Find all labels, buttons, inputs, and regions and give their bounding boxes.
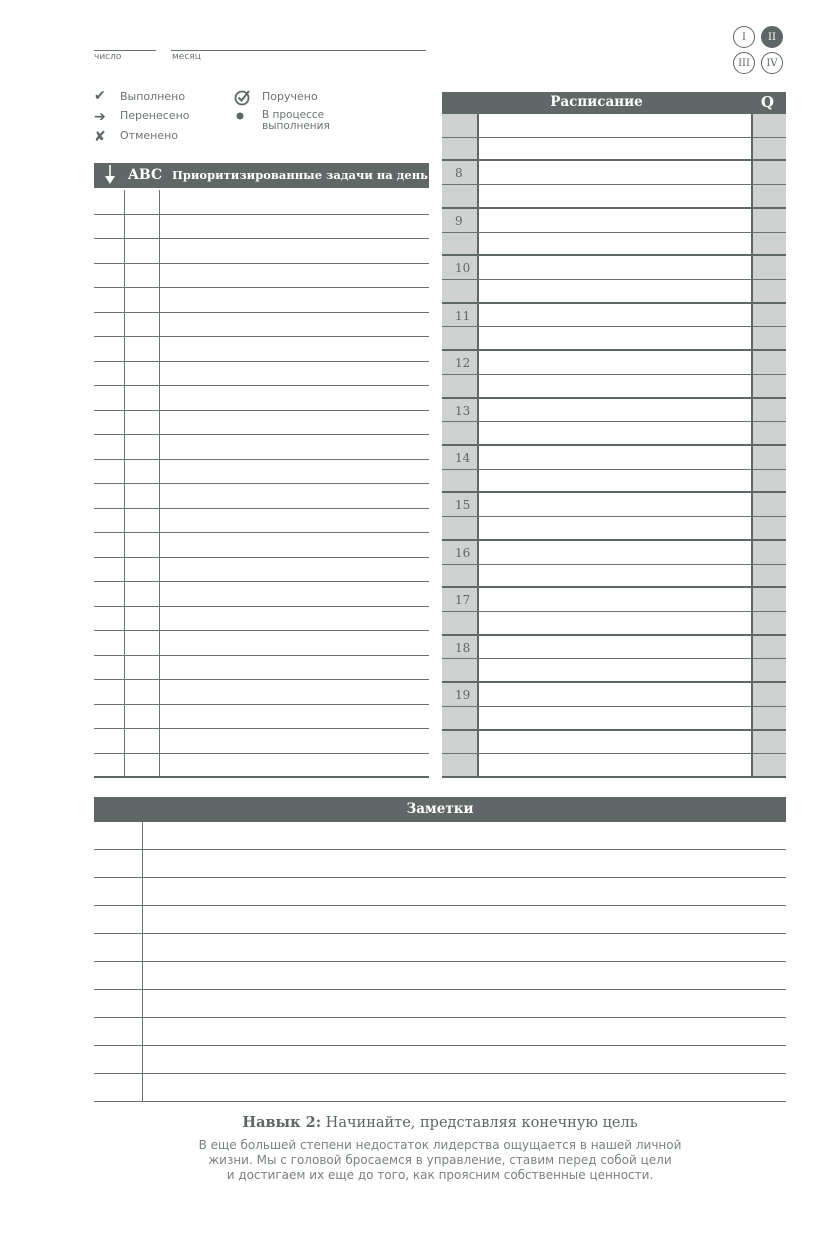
schedule-row[interactable] xyxy=(442,754,786,778)
note-row[interactable] xyxy=(94,906,786,934)
schedule-row[interactable] xyxy=(442,161,786,185)
task-row[interactable] xyxy=(94,509,429,534)
schedule-row[interactable] xyxy=(442,683,786,707)
schedule-slot[interactable] xyxy=(479,399,751,422)
task-row[interactable] xyxy=(94,656,429,681)
note-margin-cell[interactable] xyxy=(94,822,143,849)
schedule-slot[interactable] xyxy=(479,304,751,327)
schedule-quadrant-cell[interactable] xyxy=(751,233,786,255)
task-row[interactable] xyxy=(94,288,429,313)
schedule-hour-cell: 12 xyxy=(442,351,479,374)
task-status-cell[interactable] xyxy=(94,411,125,435)
note-text-cell[interactable] xyxy=(143,850,786,877)
schedule-slot[interactable] xyxy=(479,565,751,587)
task-text-cell[interactable] xyxy=(160,313,429,337)
task-row[interactable] xyxy=(94,558,429,583)
task-priority-cell[interactable] xyxy=(125,215,160,239)
schedule-slot[interactable] xyxy=(479,422,751,444)
habit-quote-title: Навык 2: Начинайте, представляя конечную цель xyxy=(242,1114,638,1131)
task-row[interactable] xyxy=(94,435,429,460)
schedule-hour-cell: 16 xyxy=(442,541,479,564)
task-status-cell[interactable] xyxy=(94,533,125,557)
schedule-row[interactable] xyxy=(442,636,786,660)
note-row[interactable] xyxy=(94,878,786,906)
schedule-quadrant-cell[interactable] xyxy=(751,161,786,184)
schedule-quadrant-cell[interactable] xyxy=(751,422,786,444)
schedule-quadrant-cell[interactable] xyxy=(751,659,786,681)
note-row[interactable] xyxy=(94,934,786,962)
task-row[interactable] xyxy=(94,729,429,754)
notes-header xyxy=(94,797,786,822)
task-status-cell[interactable] xyxy=(94,558,125,582)
task-row[interactable] xyxy=(94,533,429,558)
task-row[interactable] xyxy=(94,386,429,411)
task-row[interactable] xyxy=(94,337,429,362)
note-text-cell[interactable] xyxy=(143,1074,786,1101)
note-margin-cell[interactable] xyxy=(94,934,143,961)
schedule-title: Расписание xyxy=(550,94,643,110)
task-row[interactable] xyxy=(94,313,429,338)
notes-title: Заметки xyxy=(406,801,474,817)
schedule-quadrant-cell[interactable] xyxy=(751,541,786,564)
task-priority-cell[interactable] xyxy=(125,680,160,704)
note-text-cell[interactable] xyxy=(143,1046,786,1073)
task-row[interactable] xyxy=(94,680,429,705)
quadrant-i-icon[interactable]: I xyxy=(733,26,755,48)
task-status-cell[interactable] xyxy=(94,239,125,263)
quadrant-iii-icon[interactable]: III xyxy=(733,52,755,74)
schedule-hour-cell xyxy=(442,327,479,349)
schedule-quadrant-cell[interactable] xyxy=(751,399,786,422)
task-text-cell[interactable] xyxy=(160,558,429,582)
task-row[interactable] xyxy=(94,582,429,607)
schedule-slot[interactable] xyxy=(479,683,751,706)
abc-label: ABC xyxy=(128,167,163,183)
note-margin-cell[interactable] xyxy=(94,1018,143,1045)
habit-quote-body: В еще большей степени недостаток лидерства ощущается в нашей личной жизни. Мы с головой бросаемся в управление, ставим перед собой цели и достигаем их еще до того, как проясним собственные ценности. xyxy=(198,1138,682,1182)
schedule-hour-cell: 19 xyxy=(442,683,479,706)
schedule-quadrant-cell[interactable] xyxy=(751,493,786,516)
quadrant-ii-icon[interactable]: II xyxy=(761,26,783,48)
schedule-row[interactable] xyxy=(442,138,786,162)
task-status-cell[interactable] xyxy=(94,386,125,410)
schedule-slot[interactable] xyxy=(479,280,751,302)
schedule-slot[interactable] xyxy=(479,209,751,232)
task-row[interactable] xyxy=(94,239,429,264)
schedule-slot[interactable] xyxy=(479,659,751,681)
task-priority-cell[interactable] xyxy=(125,337,160,361)
schedule-row[interactable] xyxy=(442,588,786,612)
schedule-slot[interactable] xyxy=(479,517,751,539)
task-text-cell[interactable] xyxy=(160,533,429,557)
task-priority-cell[interactable] xyxy=(125,582,160,606)
task-status-cell[interactable] xyxy=(94,313,125,337)
schedule-row[interactable] xyxy=(442,707,786,731)
schedule-hour-cell xyxy=(442,612,479,634)
task-status-cell[interactable] xyxy=(94,631,125,655)
task-priority-cell[interactable] xyxy=(125,411,160,435)
schedule-row[interactable] xyxy=(442,256,786,280)
task-status-cell[interactable] xyxy=(94,288,125,312)
task-text-cell[interactable] xyxy=(160,656,429,680)
task-priority-cell[interactable] xyxy=(125,313,160,337)
schedule-quadrant-cell[interactable] xyxy=(751,636,786,659)
note-margin-cell[interactable] xyxy=(94,1046,143,1073)
task-text-cell[interactable] xyxy=(160,631,429,655)
note-text-cell[interactable] xyxy=(143,990,786,1017)
schedule-quadrant-cell[interactable] xyxy=(751,446,786,469)
checkmark-icon: ✔ xyxy=(94,88,106,104)
note-row[interactable] xyxy=(94,850,786,878)
schedule-hour-cell: 10 xyxy=(442,256,479,279)
task-priority-cell[interactable] xyxy=(125,239,160,263)
schedule-slot[interactable] xyxy=(479,327,751,349)
task-text-cell[interactable] xyxy=(160,729,429,753)
task-row[interactable] xyxy=(94,705,429,730)
schedule-hour-cell xyxy=(442,138,479,160)
arrow-right-icon: ➔ xyxy=(94,109,106,125)
note-margin-cell[interactable] xyxy=(94,906,143,933)
schedule-row[interactable] xyxy=(442,327,786,351)
task-priority-cell[interactable] xyxy=(125,288,160,312)
schedule-quadrant-cell[interactable] xyxy=(751,327,786,349)
schedule-slot[interactable] xyxy=(479,256,751,279)
schedule-row[interactable] xyxy=(442,422,786,446)
schedule-row[interactable] xyxy=(442,659,786,683)
task-status-cell[interactable] xyxy=(94,337,125,361)
schedule-quadrant-cell[interactable] xyxy=(751,517,786,539)
note-text-cell[interactable] xyxy=(143,878,786,905)
schedule-quadrant-cell[interactable] xyxy=(751,754,786,776)
schedule-hour-cell: 14 xyxy=(442,446,479,469)
schedule-row[interactable] xyxy=(442,280,786,304)
note-row[interactable] xyxy=(94,822,786,850)
schedule-slot[interactable] xyxy=(479,185,751,207)
schedule-slot[interactable] xyxy=(479,375,751,397)
q-label: Q xyxy=(760,93,774,111)
schedule-header xyxy=(442,92,786,114)
task-priority-cell[interactable] xyxy=(125,460,160,484)
legend-delegated: Поручено xyxy=(234,88,318,109)
schedule-quadrant-cell[interactable] xyxy=(751,565,786,587)
schedule-row[interactable] xyxy=(442,351,786,375)
schedule-quadrant-cell[interactable] xyxy=(751,304,786,327)
task-text-cell[interactable] xyxy=(160,411,429,435)
schedule-slot[interactable] xyxy=(479,588,751,611)
schedule-row[interactable] xyxy=(442,233,786,257)
task-row[interactable] xyxy=(94,215,429,240)
note-text-cell[interactable] xyxy=(143,906,786,933)
schedule-hour-cell xyxy=(442,754,479,776)
schedule-row[interactable] xyxy=(442,493,786,517)
month-label: месяц xyxy=(172,52,201,62)
note-margin-cell[interactable] xyxy=(94,990,143,1017)
note-row[interactable] xyxy=(94,990,786,1018)
note-text-cell[interactable] xyxy=(143,822,786,849)
schedule-hour-cell xyxy=(442,659,479,681)
task-text-cell[interactable] xyxy=(160,680,429,704)
schedule-row[interactable] xyxy=(442,185,786,209)
task-text-cell[interactable] xyxy=(160,582,429,606)
task-priority-cell[interactable] xyxy=(125,484,160,508)
schedule-slot[interactable] xyxy=(479,161,751,184)
quadrant-iv-icon[interactable]: IV xyxy=(761,52,783,74)
schedule-hour-cell xyxy=(442,375,479,397)
task-status-cell[interactable] xyxy=(94,656,125,680)
task-text-cell[interactable] xyxy=(160,264,429,288)
schedule-quadrant-cell[interactable] xyxy=(751,470,786,492)
schedule-hour-cell: 13 xyxy=(442,399,479,422)
note-margin-cell[interactable] xyxy=(94,1074,143,1101)
task-row[interactable] xyxy=(94,460,429,485)
task-text-cell[interactable] xyxy=(160,337,429,361)
schedule-quadrant-cell[interactable] xyxy=(751,209,786,232)
task-status-cell[interactable] xyxy=(94,754,125,778)
legend-done: ✔ Выполнено xyxy=(94,88,186,104)
note-text-cell[interactable] xyxy=(143,962,786,989)
schedule-slot[interactable] xyxy=(479,707,751,729)
note-row[interactable] xyxy=(94,1046,786,1074)
task-priority-cell[interactable] xyxy=(125,705,160,729)
schedule-slot[interactable] xyxy=(479,233,751,255)
task-row[interactable] xyxy=(94,411,429,436)
schedule-quadrant-cell[interactable] xyxy=(751,731,786,754)
task-text-cell[interactable] xyxy=(160,509,429,533)
task-priority-cell[interactable] xyxy=(125,607,160,631)
schedule-quadrant-cell[interactable] xyxy=(751,138,786,160)
task-priority-cell[interactable] xyxy=(125,631,160,655)
note-margin-cell[interactable] xyxy=(94,850,143,877)
legend-in-progress: В процессе выполнения xyxy=(234,110,352,132)
schedule-hour-cell xyxy=(442,470,479,492)
schedule-hour-cell xyxy=(442,233,479,255)
task-row[interactable] xyxy=(94,190,429,215)
schedule-quadrant-cell[interactable] xyxy=(751,256,786,279)
cross-icon: ✘ xyxy=(94,129,106,145)
task-row[interactable] xyxy=(94,754,429,779)
dot-icon xyxy=(234,110,256,125)
task-status-cell[interactable] xyxy=(94,582,125,606)
schedule-row[interactable] xyxy=(442,375,786,399)
schedule-hour-cell xyxy=(442,731,479,754)
task-priority-cell[interactable] xyxy=(125,386,160,410)
task-status-cell[interactable] xyxy=(94,215,125,239)
task-priority-cell[interactable] xyxy=(125,558,160,582)
schedule-quadrant-cell[interactable] xyxy=(751,351,786,374)
legend-postponed: ➔ Перенесено xyxy=(94,109,190,125)
task-priority-cell[interactable] xyxy=(125,362,160,386)
schedule-row[interactable] xyxy=(442,209,786,233)
schedule-slot[interactable] xyxy=(479,493,751,516)
task-status-cell[interactable] xyxy=(94,484,125,508)
schedule-row[interactable] xyxy=(442,517,786,541)
schedule-row[interactable] xyxy=(442,565,786,589)
note-margin-cell[interactable] xyxy=(94,878,143,905)
schedule-row[interactable] xyxy=(442,446,786,470)
task-text-cell[interactable] xyxy=(160,386,429,410)
task-status-cell[interactable] xyxy=(94,607,125,631)
schedule-quadrant-cell[interactable] xyxy=(751,375,786,397)
task-text-cell[interactable] xyxy=(160,215,429,239)
task-status-cell[interactable] xyxy=(94,705,125,729)
tasks-title: Приоритизированные задачи на день xyxy=(172,168,428,182)
schedule-row[interactable] xyxy=(442,541,786,565)
task-text-cell[interactable] xyxy=(160,288,429,312)
task-priority-cell[interactable] xyxy=(125,533,160,557)
task-text-cell[interactable] xyxy=(160,607,429,631)
note-text-cell[interactable] xyxy=(143,934,786,961)
schedule-slot[interactable] xyxy=(479,731,751,754)
task-priority-cell[interactable] xyxy=(125,190,160,214)
task-status-cell[interactable] xyxy=(94,264,125,288)
note-text-cell[interactable] xyxy=(143,1018,786,1045)
task-status-cell[interactable] xyxy=(94,680,125,704)
task-row[interactable] xyxy=(94,362,429,387)
schedule-slot[interactable] xyxy=(479,636,751,659)
schedule-hour-cell: 17 xyxy=(442,588,479,611)
task-row[interactable] xyxy=(94,484,429,509)
schedule-quadrant-cell[interactable] xyxy=(751,683,786,706)
month-line[interactable] xyxy=(171,50,426,51)
task-row[interactable] xyxy=(94,607,429,632)
schedule-slot[interactable] xyxy=(479,446,751,469)
task-priority-cell[interactable] xyxy=(125,264,160,288)
schedule-hour-cell: 9 xyxy=(442,209,479,232)
schedule-quadrant-cell[interactable] xyxy=(751,280,786,302)
tasks-bottom-rule xyxy=(94,776,429,778)
day-line[interactable] xyxy=(94,50,156,51)
schedule-hour-cell xyxy=(442,422,479,444)
note-row[interactable] xyxy=(94,962,786,990)
schedule-quadrant-cell[interactable] xyxy=(751,612,786,634)
schedule-quadrant-cell[interactable] xyxy=(751,588,786,611)
schedule-slot[interactable] xyxy=(479,541,751,564)
task-status-cell[interactable] xyxy=(94,460,125,484)
schedule-hour-cell xyxy=(442,114,479,137)
task-status-cell[interactable] xyxy=(94,509,125,533)
schedule-hour-cell: 8 xyxy=(442,161,479,184)
schedule-hour-cell xyxy=(442,707,479,729)
task-priority-cell[interactable] xyxy=(125,729,160,753)
task-row[interactable] xyxy=(94,264,429,289)
schedule-hour-cell xyxy=(442,517,479,539)
task-text-cell[interactable] xyxy=(160,190,429,214)
schedule-slot[interactable] xyxy=(479,351,751,374)
tasks-header xyxy=(94,163,429,188)
task-status-cell[interactable] xyxy=(94,362,125,386)
schedule-quadrant-cell[interactable] xyxy=(751,707,786,729)
task-priority-cell[interactable] xyxy=(125,754,160,778)
schedule-slot[interactable] xyxy=(479,114,751,137)
schedule-hour-cell xyxy=(442,185,479,207)
schedule-hour-cell: 11 xyxy=(442,304,479,327)
task-text-cell[interactable] xyxy=(160,754,429,778)
schedule-quadrant-cell[interactable] xyxy=(751,114,786,137)
task-text-cell[interactable] xyxy=(160,239,429,263)
schedule-slot[interactable] xyxy=(479,754,751,776)
task-row[interactable] xyxy=(94,631,429,656)
day-label: число xyxy=(94,52,122,62)
task-text-cell[interactable] xyxy=(160,484,429,508)
task-text-cell[interactable] xyxy=(160,460,429,484)
note-row[interactable] xyxy=(94,1018,786,1046)
task-status-cell[interactable] xyxy=(94,435,125,459)
task-text-cell[interactable] xyxy=(160,705,429,729)
task-text-cell[interactable] xyxy=(160,362,429,386)
legend-cancelled: ✘ Отменено xyxy=(94,129,179,145)
note-margin-cell[interactable] xyxy=(94,962,143,989)
schedule-row[interactable] xyxy=(442,612,786,636)
task-status-cell[interactable] xyxy=(94,190,125,214)
schedule-slot[interactable] xyxy=(479,470,751,492)
task-priority-cell[interactable] xyxy=(125,656,160,680)
tasks-table xyxy=(94,190,429,778)
schedule-slot[interactable] xyxy=(479,138,751,160)
arrow-down-icon xyxy=(103,164,117,190)
schedule-hour-cell xyxy=(442,280,479,302)
delegated-check-circle-icon xyxy=(234,88,256,109)
schedule-row[interactable] xyxy=(442,304,786,328)
schedule-bottom-rule xyxy=(442,776,786,778)
task-text-cell[interactable] xyxy=(160,435,429,459)
schedule-slot[interactable] xyxy=(479,612,751,634)
schedule-row[interactable] xyxy=(442,731,786,755)
schedule-row[interactable] xyxy=(442,470,786,494)
task-status-cell[interactable] xyxy=(94,729,125,753)
schedule-quadrant-cell[interactable] xyxy=(751,185,786,207)
note-row[interactable] xyxy=(94,1074,786,1102)
schedule-hour-cell xyxy=(442,565,479,587)
task-priority-cell[interactable] xyxy=(125,435,160,459)
task-priority-cell[interactable] xyxy=(125,509,160,533)
schedule-hour-cell: 15 xyxy=(442,493,479,516)
schedule-hour-cell: 18 xyxy=(442,636,479,659)
schedule-row[interactable] xyxy=(442,399,786,423)
schedule-row[interactable] xyxy=(442,114,786,138)
